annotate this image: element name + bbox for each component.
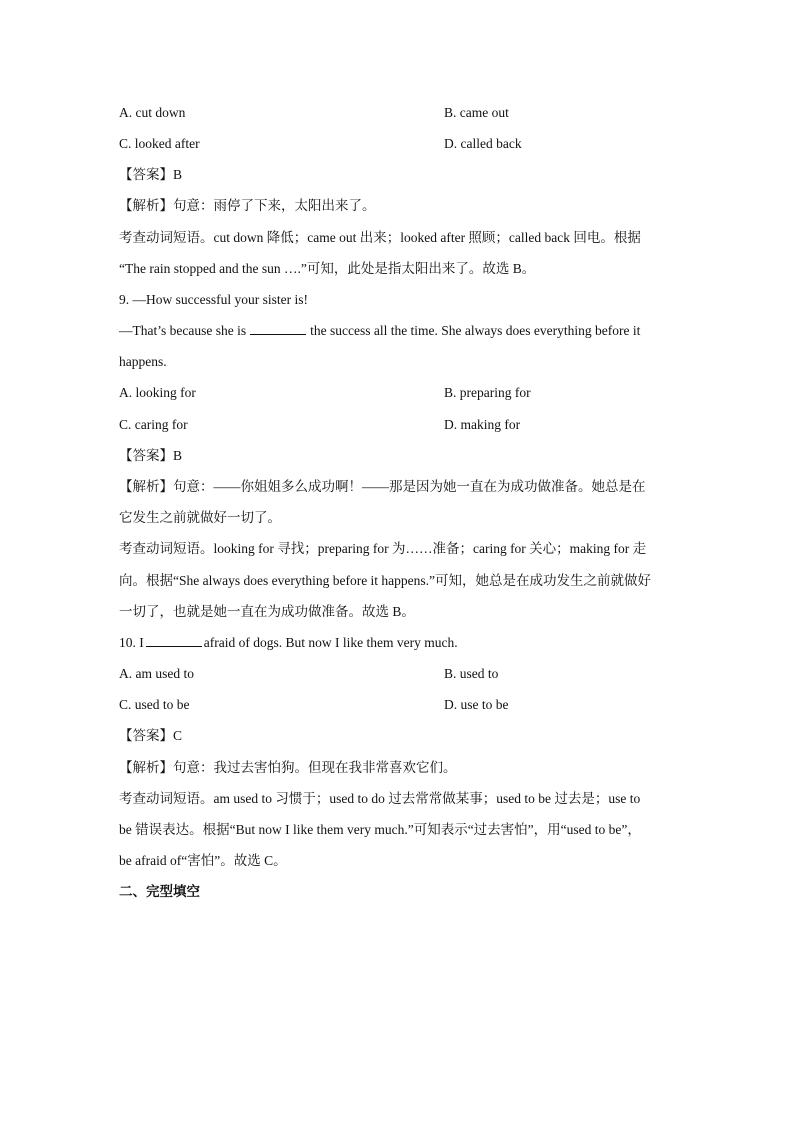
q8-option-d: D. called back	[444, 136, 522, 151]
q9-answer: 【答案】B	[119, 448, 183, 463]
q8-answer: 【答案】B	[119, 167, 183, 182]
answer-blank	[146, 636, 202, 647]
q9-question-prefix: —That’s because she is	[119, 323, 247, 338]
q8-analysis-line-3: “The rain stopped and the sun ….”可知，此处是指太阳出来了。故选 B。	[119, 261, 536, 276]
q8-option-a: A. cut down	[119, 105, 186, 120]
q10-option-a: A. am used to	[119, 666, 194, 681]
q10-question-line-1	[119, 636, 458, 650]
section-heading: 二、完型填空	[119, 884, 200, 899]
q10-question-prefix: 10. I	[119, 635, 144, 650]
q8-option-b: B. came out	[444, 105, 509, 120]
q9-question-line-1: 9. —How successful your sister is!	[119, 292, 308, 307]
q9-analysis-line-3: 考查动词短语。looking for 寻找；preparing for 为……准备；caring for 关心；making for 走	[119, 541, 647, 556]
q10-analysis-line-4: be afraid of“害怕”。故选 C。	[119, 853, 287, 868]
q9-question-suffix: the success all the time. She always does everything before it	[310, 323, 641, 338]
q9-option-b: B. preparing for	[444, 385, 531, 400]
q10-analysis-line-1: 【解析】句意：我过去害怕狗。但现在我非常喜欢它们。	[119, 760, 457, 775]
q8-option-c: C. looked after	[119, 136, 200, 151]
q10-option-b: B. used to	[444, 666, 499, 681]
q9-question-line-2	[119, 324, 640, 338]
q9-analysis-line-4: 向。根据“She always does everything before it happens.”可知，她总是在成功发生之前就做好	[119, 573, 652, 588]
answer-blank	[250, 324, 306, 335]
q10-analysis-line-3: be 错误表达。根据“But now I like them very much.”可知表示“过去害怕”，用“used to be”，	[119, 822, 641, 837]
q9-question-line-3: happens.	[119, 354, 167, 369]
q10-answer: 【答案】C	[119, 728, 183, 743]
q8-analysis-line-1: 【解析】句意：雨停了下来，太阳出来了。	[119, 198, 376, 213]
q9-option-d: D. making for	[444, 417, 521, 432]
q9-option-c: C. caring for	[119, 417, 188, 432]
q10-option-d: D. use to be	[444, 697, 509, 712]
q10-question-suffix: afraid of dogs. But now I like them very much.	[203, 635, 458, 650]
q10-analysis-line-2: 考查动词短语。am used to 习惯于；used to do 过去常常做某事；used to be 过去是；use to	[119, 791, 641, 806]
q9-analysis-line-1: 【解析】句意：——你姐姐多么成功啊！——那是因为她一直在为成功做准备。她总是在	[119, 479, 646, 494]
q10-option-c: C. used to be	[119, 697, 190, 712]
q9-analysis-line-5: 一切了，也就是她一直在为成功做准备。故选 B。	[119, 604, 415, 619]
q8-analysis-line-2: 考查动词短语。cut down 降低；came out 出来；looked after 照顾；called back 回电。根据	[119, 230, 641, 245]
q9-analysis-line-2: 它发生之前就做好一切了。	[119, 510, 281, 525]
q9-option-a: A. looking for	[119, 385, 196, 400]
